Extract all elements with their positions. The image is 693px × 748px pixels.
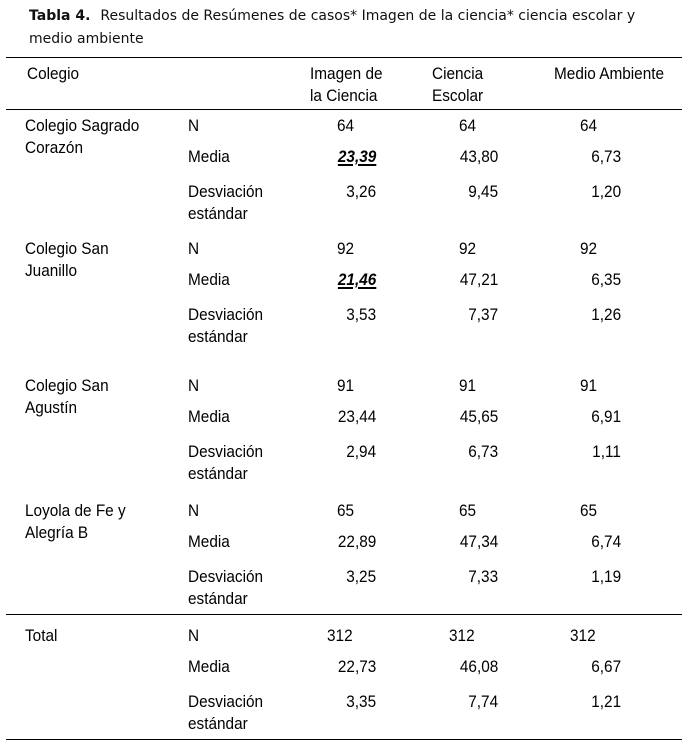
stat-label-line: estándar xyxy=(188,465,248,483)
value-cell: 65 xyxy=(459,502,477,520)
value-cell: 6,73 xyxy=(591,148,621,166)
school-name-line: Loyola de Fe y xyxy=(25,502,126,520)
school-name xyxy=(25,238,109,282)
header-line: Escolar xyxy=(432,87,484,105)
value-cell: 21,46 xyxy=(337,271,376,289)
header-line: la Ciencia xyxy=(310,87,378,105)
column-header-ciencia-escolar xyxy=(432,63,483,107)
stat-label xyxy=(188,146,230,168)
stat-label-line: N xyxy=(188,627,200,645)
stat-label xyxy=(188,566,263,610)
value-cell: 7,33 xyxy=(468,568,498,586)
value-cell: 43,80 xyxy=(459,148,498,166)
value-cell: 6,35 xyxy=(591,271,621,289)
stat-label-line: estándar xyxy=(188,590,248,608)
school-name-line: Corazón xyxy=(25,139,84,157)
value-cell: 6,74 xyxy=(591,533,621,551)
stat-label xyxy=(188,691,263,735)
stat-label xyxy=(188,115,199,137)
school-name xyxy=(25,625,57,647)
stat-label xyxy=(188,531,230,553)
value-cell: 92 xyxy=(459,240,477,258)
value-cell: 65 xyxy=(580,502,598,520)
value-cell: 7,74 xyxy=(468,693,498,711)
school-name xyxy=(25,115,139,159)
stat-label xyxy=(188,625,199,647)
value-cell: 3,26 xyxy=(346,183,376,201)
stat-label-line: N xyxy=(188,502,200,520)
value-cell: 6,67 xyxy=(591,658,621,676)
school-name-line: Juanillo xyxy=(25,262,78,280)
stat-label-line: Media xyxy=(188,271,230,289)
table-number: Tabla 4. xyxy=(29,8,91,24)
stat-label-line: N xyxy=(188,240,200,258)
value-cell: 3,35 xyxy=(346,693,376,711)
school-name-line: Alegría B xyxy=(25,524,89,542)
value-cell: 312 xyxy=(570,627,596,645)
school-name xyxy=(25,500,126,544)
value-cell: 91 xyxy=(580,377,598,395)
value-cell: 23,39 xyxy=(337,148,376,166)
value-cell: 22,89 xyxy=(337,533,376,551)
header-rule xyxy=(6,109,682,110)
top-rule xyxy=(6,57,682,58)
value-cell: 92 xyxy=(580,240,598,258)
school-name-line: Colegio San xyxy=(25,240,109,258)
value-cell: 3,25 xyxy=(346,568,376,586)
value-cell: 1,19 xyxy=(591,568,621,586)
stat-label-line: Media xyxy=(188,658,230,676)
value-cell: 91 xyxy=(337,377,355,395)
value-cell: 1,21 xyxy=(591,693,621,711)
value-cell: 45,65 xyxy=(459,408,498,426)
value-cell: 64 xyxy=(459,117,477,135)
stat-label xyxy=(188,304,263,348)
value-cell: 23,44 xyxy=(337,408,376,426)
stat-label xyxy=(188,269,230,291)
table-title: Resultados de Resúmenes de casos* Imagen de la ciencia* ciencia escolar y medio ambiente xyxy=(29,8,636,47)
school-name xyxy=(25,375,109,419)
value-cell: 46,08 xyxy=(459,658,498,676)
header-line: Imagen de xyxy=(310,65,383,83)
value-cell: 64 xyxy=(580,117,598,135)
value-cell: 1,26 xyxy=(591,306,621,324)
school-name-line: Agustín xyxy=(25,399,78,417)
stat-label xyxy=(188,238,199,260)
value-cell: 22,73 xyxy=(337,658,376,676)
stat-label-line: Desviación xyxy=(188,183,264,201)
total-separator-rule xyxy=(6,614,682,615)
value-cell: 92 xyxy=(337,240,355,258)
value-cell: 47,21 xyxy=(459,271,498,289)
stat-label xyxy=(188,375,199,397)
stat-label-line: Desviación xyxy=(188,443,264,461)
value-cell: 6,73 xyxy=(468,443,498,461)
column-header-imagen-ciencia xyxy=(310,63,383,107)
table-caption xyxy=(29,5,669,51)
value-cell: 1,20 xyxy=(591,183,621,201)
stat-label-line: N xyxy=(188,117,200,135)
stat-label-line: estándar xyxy=(188,205,248,223)
value-cell: 91 xyxy=(459,377,477,395)
value-cell: 312 xyxy=(327,627,353,645)
value-cell: 1,11 xyxy=(592,443,621,461)
school-name-line: Total xyxy=(25,627,58,645)
stat-label xyxy=(188,656,230,678)
stat-label-line: Desviación xyxy=(188,568,264,586)
value-cell: 65 xyxy=(337,502,355,520)
stat-label xyxy=(188,406,230,428)
stat-label-line: Media xyxy=(188,148,230,166)
column-header-colegio: Colegio xyxy=(27,65,80,83)
stat-label-line: N xyxy=(188,377,200,395)
stat-label xyxy=(188,441,263,485)
stat-label-line: Desviación xyxy=(188,306,264,324)
value-cell: 3,53 xyxy=(346,306,376,324)
value-cell: 64 xyxy=(337,117,355,135)
value-cell: 2,94 xyxy=(346,443,376,461)
stat-label xyxy=(188,181,263,225)
column-header-medio-ambiente: Medio Ambiente xyxy=(554,65,665,83)
value-cell: 7,37 xyxy=(468,306,498,324)
stat-label-line: estándar xyxy=(188,715,248,733)
stat-label-line: estándar xyxy=(188,328,248,346)
value-cell: 6,91 xyxy=(591,408,621,426)
value-cell: 312 xyxy=(449,627,475,645)
value-cell: 9,45 xyxy=(468,183,498,201)
header-line: Ciencia xyxy=(432,65,484,83)
value-cell: 47,34 xyxy=(459,533,498,551)
school-name-line: Colegio San xyxy=(25,377,109,395)
stat-label xyxy=(188,500,199,522)
bottom-rule xyxy=(6,739,682,740)
stat-label-line: Media xyxy=(188,408,230,426)
stat-label-line: Desviación xyxy=(188,693,264,711)
stat-label-line: Media xyxy=(188,533,230,551)
school-name-line: Colegio Sagrado xyxy=(25,117,140,135)
